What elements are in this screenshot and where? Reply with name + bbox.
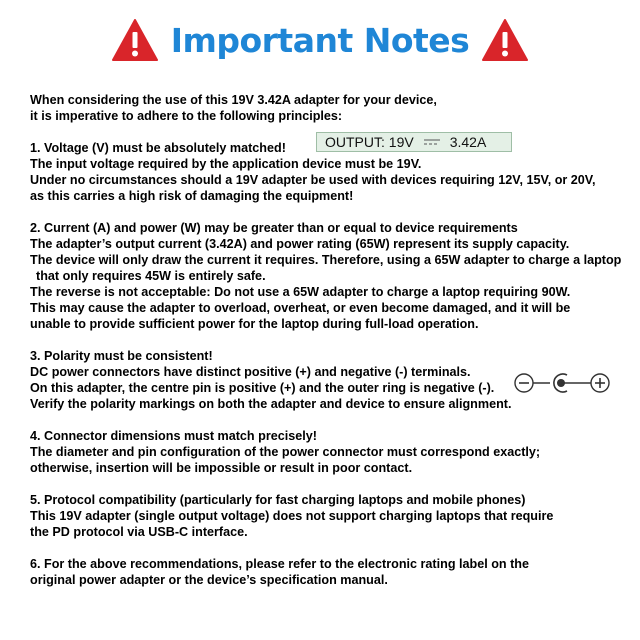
section-line: The input voltage required by the application device must be 19V. (30, 157, 422, 171)
section-heading: 3. Polarity must be consistent! (30, 349, 213, 363)
output-rating-label (316, 132, 512, 152)
section-line: The diameter and pin configuration of the power connector must correspond exactly; (30, 445, 541, 459)
section-line: The adapter’s output current (3.42A) and power rating (65W) represent its supply capacity. (30, 237, 570, 251)
intro-line: it is imperative to adhere to the following principles: (30, 109, 343, 123)
section-line: unable to provide sufficient power for the laptop during full-load operation. (30, 317, 479, 331)
polarity-symbol-icon (514, 370, 610, 396)
section-line: DC power connectors have distinct positive (+) and negative (-) terminals. (30, 365, 471, 379)
output-voltage: OUTPUT: 19V (325, 134, 414, 150)
page-title: Important Notes (170, 20, 470, 60)
section-line: This 19V adapter (single output voltage) does not support charging laptops that require (30, 509, 554, 523)
section-current-power (30, 220, 632, 332)
section-heading: 1. Voltage (V) must be absolutely matched! (30, 141, 286, 155)
section-line: otherwise, insertion will be impossible or result in poor contact. (30, 461, 413, 475)
section-line: as this carries a high risk of damaging the equipment! (30, 189, 354, 203)
section-heading: 4. Connector dimensions must match precisely! (30, 429, 317, 443)
output-current: 3.42A (449, 134, 487, 150)
section-heading: 2. Current (A) and power (W) may be greater than or equal to device requirements (30, 221, 518, 235)
section-line: The device will only draw the current it requires. Therefore, using a 65W adapter to charge a laptop (30, 253, 622, 267)
section-line: the PD protocol via USB-C interface. (30, 525, 248, 539)
warning-triangle-icon (481, 18, 529, 62)
section-heading: 5. Protocol compatibility (particularly for fast charging laptops and mobile phones) (30, 493, 526, 507)
section-heading: 6. For the above recommendations, please refer to the electronic rating label on the (30, 557, 529, 571)
dc-current-icon (424, 137, 440, 147)
section-line: On this adapter, the centre pin is positive (+) and the outer ring is negative (-). (30, 381, 495, 395)
notes-body (30, 92, 632, 604)
section-line: This may cause the adapter to overload, overheat, or even become damaged, and it will be (30, 301, 571, 315)
page-header (0, 14, 640, 66)
section-line: original power adapter or the device’s specification manual. (30, 573, 388, 587)
section-line: Under no circumstances should a 19V adapter be used with devices requiring 12V, 15V, or 20V, (30, 173, 596, 187)
warning-triangle-icon (111, 18, 159, 62)
intro-line: When considering the use of this 19V 3.42A adapter for your device, (30, 93, 437, 107)
section-line: Verify the polarity markings on both the adapter and device to ensure alignment. (30, 397, 512, 411)
intro-paragraph (30, 92, 632, 124)
section-line: The reverse is not acceptable: Do not use a 65W adapter to charge a laptop requiring 90W. (30, 285, 571, 299)
section-connector (30, 428, 632, 476)
section-line: that only requires 45W is entirely safe. (36, 269, 266, 283)
section-protocol (30, 492, 632, 540)
section-recommendations (30, 556, 632, 588)
